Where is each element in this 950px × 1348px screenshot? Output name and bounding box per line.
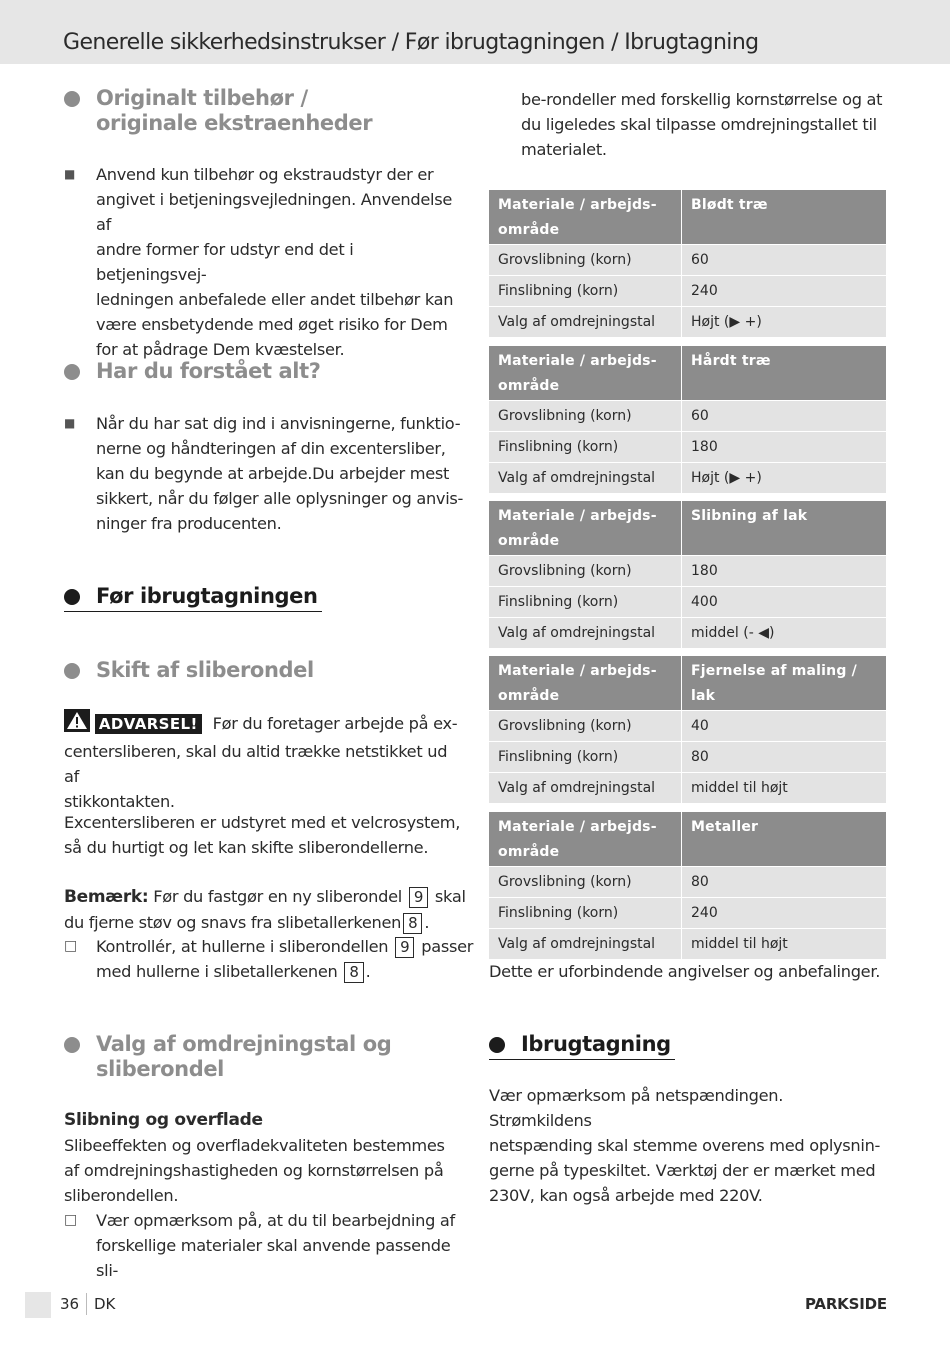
list-item-text [96,1208,466,1283]
cell-text: middel (- ◀) [691,625,775,641]
text-line [96,959,466,984]
table-cell [682,245,886,275]
text-span: du fjerne støv og snavs fra slibetallerkenen [64,913,402,932]
cell-text: 80 [691,749,709,765]
table-row [489,618,886,649]
cell-text: middel til højt [691,936,788,952]
table-row [489,929,886,960]
table-cell [682,618,886,648]
table-header-cell [489,190,682,244]
text-line: be-rondeller med forskellig kornstørrelse og at [521,90,883,109]
text-line: materialet. [521,140,607,159]
table-cell [682,307,886,337]
text-line: for at pådrage Dem kvæstelser. [96,340,345,359]
note-line [64,910,464,935]
table-cell [682,867,886,897]
text-line: andre former for udstyr end det i betjeningsvej- [96,240,354,284]
cell-text: 240 [691,905,718,921]
square-bullet-icon: ■ [64,167,76,181]
cell-text: Grovslibning (korn) [498,252,632,268]
text-line: angivet i betjeningsvejledningen. Anvendelse af [96,190,453,234]
warning-line [64,709,464,739]
warning-triangle-icon [64,709,90,739]
header-line: Materiale / arbejds- [498,819,657,835]
text-line: centersliberen, skal du altid trække netstikket ud af [64,742,448,786]
square-bullet-icon: ■ [64,416,76,430]
footer-divider [86,1293,87,1315]
table-cell [489,307,682,337]
table-cell [489,618,682,648]
table-header-cell [682,656,886,710]
text-line: nerne og håndteringen af din excentersliber, [96,439,446,458]
list-item-text [96,411,466,536]
text-span: med hullerne i slibetallerkenen [96,962,338,981]
table-cell [489,898,682,928]
cell-text: Finslibning (korn) [498,439,619,455]
brand-logo: PARKSIDE [805,1295,887,1313]
table-header-cell [489,656,682,710]
heading-line: Originalt tilbehør / [96,86,308,110]
header-line: område [498,222,560,238]
cell-text: Finslibning (korn) [498,594,619,610]
table-cell [682,401,886,431]
table-row [489,401,886,432]
header-line: område [498,688,560,704]
cell-text: Valg af omdrejningstal [498,625,656,641]
table-cell [682,463,886,493]
heading-bullet-icon [64,1037,80,1053]
table-row [489,867,886,898]
table-cell [682,556,886,586]
table-header-cell [682,501,886,555]
table-cell [682,276,886,306]
table-cell [489,742,682,772]
header-text [498,349,657,399]
table-header-row [489,190,886,245]
table-cell [682,711,886,741]
table-row [489,773,886,804]
paragraph [64,1108,464,1208]
checkbox-icon: □ [64,1212,78,1228]
heading-text: Har du forstået alt? [96,359,321,383]
cell-text: 40 [691,718,709,734]
page-number: 36 [60,1295,80,1313]
cell-text: 180 [691,439,718,455]
table-row [489,463,886,494]
table-cell [682,432,886,462]
table-header-cell [489,812,682,866]
text-line: så du hurtigt og let kan skifte sliberondellerne. [64,838,429,857]
text-line: Vær opmærksom på netspændingen. Strømkildens [489,1086,784,1130]
header-text [498,504,657,554]
cell-text: Grovslibning (korn) [498,563,632,579]
text-line: Før du foretager arbejde på ex- [212,714,458,733]
table-cell [489,463,682,493]
cell-text: Grovslibning (korn) [498,408,632,424]
cell-text: Valg af omdrejningstal [498,936,656,952]
cell-text: Finslibning (korn) [498,283,619,299]
text-line: være ensbetydende med øget risiko for Dem [96,315,448,334]
text-line: ledningen anbefalede eller andet tilbehør kan [96,290,454,309]
cell-text: Højt (▶ +) [691,470,762,486]
header-text: Fjernelse af maling / lak [691,663,857,704]
text-line: Anvend kun tilbehør og ekstraudstyr der er [96,165,434,184]
note-line [64,884,464,910]
text-line: sliberondellen. [64,1186,179,1205]
table-row [489,276,886,307]
text-line: ninger fra producenten. [96,514,282,533]
cell-text: 80 [691,874,709,890]
cell-text: 60 [691,252,709,268]
warning-label: ADVARSEL! [95,714,202,734]
table-cell [489,867,682,897]
text-line: af omdrejningshastigheden og kornstørrelsen på [64,1161,444,1180]
text-span: Før du fastgør en ny sliberondel [153,887,402,906]
table-row [489,711,886,742]
table-cell [489,401,682,431]
table-cell [489,587,682,617]
cell-text: Grovslibning (korn) [498,874,632,890]
reference-number: 9 [409,887,428,908]
subheading: Slibning og overflade [64,1110,263,1130]
text-span: . [424,913,430,932]
header-line: Materiale / arbejds- [498,508,657,524]
table-header-row [489,656,886,711]
language-code: DK [94,1295,116,1313]
header-text [498,193,657,243]
cell-text: Valg af omdrejningstal [498,314,656,330]
header-text [498,815,657,865]
cell-text: Valg af omdrejningstal [498,780,656,796]
table-cell [682,929,886,959]
table-header-row [489,346,886,401]
text-line: Når du har sat dig ind i anvisningerne, funktio- [96,414,461,433]
table-cell [489,556,682,586]
table-row [489,898,886,929]
cell-text: Valg af omdrejningstal [498,470,656,486]
heading-line: sliberondel [96,1057,224,1081]
cell-text: Højt (▶ +) [691,314,762,330]
continued-paragraph [521,87,891,162]
table-cell [682,587,886,617]
heading-bullet-icon [64,663,80,679]
text-line: gerne på typeskiltet. Værktøj der er mærket med [489,1161,876,1180]
heading-bullet-icon [64,364,80,380]
heading-text: Før ibrugtagningen [96,584,318,608]
table-cell [489,711,682,741]
cell-text: 240 [691,283,718,299]
header-line: Materiale / arbejds- [498,197,657,213]
table-header-cell [489,346,682,400]
table-row [489,556,886,587]
text-line: Excentersliberen er udstyret med et velcrosystem, [64,813,461,832]
table-header-cell [682,346,886,400]
table-header-cell [682,812,886,866]
note-block [64,884,464,935]
material-table [489,812,886,960]
table-row [489,587,886,618]
table-header-row [489,812,886,867]
text-span: Kontrollér, at hullerne i sliberondellen [96,937,389,956]
cell-text: Finslibning (korn) [498,905,619,921]
table-header-cell [489,501,682,555]
table-cell [489,432,682,462]
cell-text: 400 [691,594,718,610]
paragraph [489,1083,889,1208]
header-text: Hårdt træ [691,353,771,369]
text-line: Slibeeffekten og overfladekvaliteten bestemmes [64,1136,445,1155]
table-cell [489,773,682,803]
material-table [489,656,886,804]
table-cell [489,929,682,959]
warning-block [64,709,464,814]
heading-underline [64,611,322,612]
table-cell [682,773,886,803]
reference-number: 8 [403,913,422,934]
cell-text: Grovslibning (korn) [498,718,632,734]
table-row [489,742,886,773]
cell-text: middel til højt [691,780,788,796]
header-line: område [498,844,560,860]
heading-text: Ibrugtagning [521,1032,671,1056]
text-line: stikkontakten. [64,792,175,811]
header-text: Slibning af lak [691,508,808,524]
text-line: kan du begynde at arbejde.Du arbejder mest [96,464,450,483]
text-line: sikkert, når du følger alle oplysninger og anvis- [96,489,464,508]
material-table [489,190,886,338]
cell-text: 60 [691,408,709,424]
table-row [489,245,886,276]
text-line: du ligeledes skal tilpasse omdrejningstallet til [521,115,877,134]
text-span: passer [421,937,474,956]
checkbox-icon: □ [64,938,78,954]
heading-bullet-icon [489,1037,505,1053]
footer-marker [25,1292,51,1318]
header-line: Materiale / arbejds- [498,353,657,369]
reference-number: 8 [344,962,363,983]
cell-text: 180 [691,563,718,579]
text-span: . [365,962,371,981]
heading-line: Valg af omdrejningstal og [96,1032,392,1056]
header-text: Metaller [691,819,759,835]
header-line: område [498,533,560,549]
text-line: 230V, kan også arbejde med 220V. [489,1186,763,1205]
table-cell [489,276,682,306]
table-cell [489,245,682,275]
text-span: skal [434,887,466,906]
note-label: Bemærk: [64,887,149,907]
table-header-row [489,501,886,556]
text-line: Vær opmærksom på, at du til bearbejdning af [96,1211,455,1230]
table-cell [682,898,886,928]
text-line: netspænding skal stemme overens med oplysnin- [489,1136,881,1155]
table-header-cell [682,190,886,244]
text-line: forskellige materialer skal anvende passende sli- [96,1236,451,1280]
page-title: Generelle sikkerhedsinstrukser / Før ibrugtagningen / Ibrugtagning [63,30,759,55]
table-cell [682,742,886,772]
text-line [96,934,474,959]
header-line: område [498,378,560,394]
material-table [489,346,886,494]
disclaimer-text: Dette er uforbindende angivelser og anbefalinger. [489,962,881,981]
list-item-text [96,934,474,984]
heading-bullet-icon [64,91,80,107]
heading-line: originale ekstraenheder [96,111,373,135]
reference-number: 9 [395,937,414,958]
header-line: Materiale / arbejds- [498,663,657,679]
paragraph [64,810,464,860]
heading-underline [489,1059,675,1060]
heading-bullet-icon [64,589,80,605]
cell-text: Finslibning (korn) [498,749,619,765]
material-table [489,501,886,649]
header-text [498,659,657,709]
list-item-text [96,162,466,362]
header-text: Blødt træ [691,197,768,213]
table-row [489,432,886,463]
table-row [489,307,886,338]
heading-text: Skift af sliberondel [96,658,314,682]
